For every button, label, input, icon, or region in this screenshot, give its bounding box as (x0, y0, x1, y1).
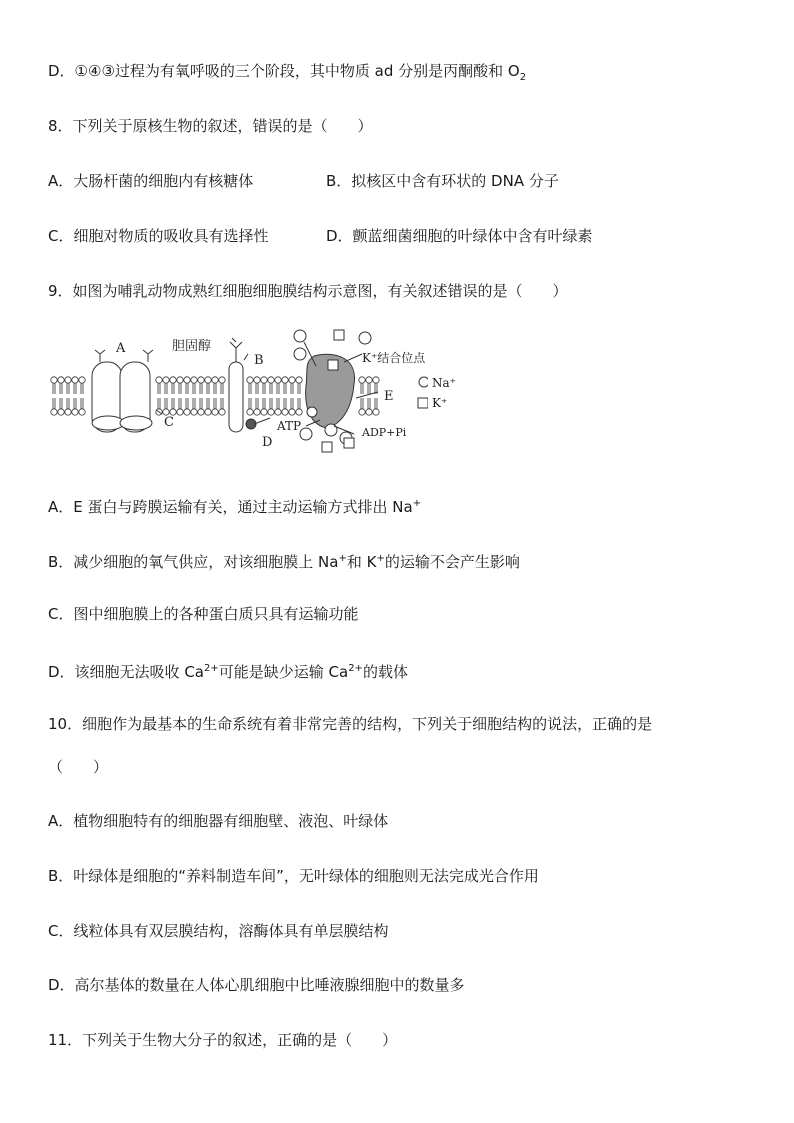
legend-na-icon (419, 377, 428, 387)
q8-option-a: A．大肠杆菌的细胞内有核糖体 (48, 172, 254, 190)
label-a: A (116, 341, 126, 356)
label-k-binding-site: K⁺结合位点 (362, 351, 426, 365)
q9-option-d: D．该细胞无法吸收 $Ca^{2+}$可能是缺少运输 $Ca^{2+}$的载体 (48, 663, 408, 681)
legend-k-icon (418, 398, 428, 408)
label-d: D (262, 435, 273, 450)
q10-answer-paren: （ ） (48, 758, 109, 776)
q8-option-b: B．拟核区中含有环状的 DNA 分子 (326, 172, 559, 190)
cell-membrane-diagram (48, 326, 428, 460)
q10-option-c: C．线粒体具有双层膜结构，溶酶体具有单层膜结构 (48, 922, 389, 940)
protein-b (229, 338, 243, 432)
q8-stem: 8．下列关于原核生物的叙述，错误的是（ ） (48, 117, 373, 135)
label-adp-pi: ADP+Pi (362, 426, 407, 439)
q9-option-b: B．减少细胞的氧气供应，对该细胞膜上 Na+和 K+的运输不会产生影响 (48, 553, 520, 571)
label-atp: ATP (277, 419, 302, 433)
q9-stem: 9．如图为哺乳动物成熟红细胞细胞膜结构示意图，有关叙述错误的是（ ） (48, 282, 568, 300)
q10-option-d: D．高尔基体的数量在人体心肌细胞中比唾液腺细胞中的数量多 (48, 976, 465, 994)
legend-k-label: K⁺ (432, 396, 448, 410)
q7-option-d: D．①④③过程为有氧呼吸的三个阶段，其中物质 ad 分别是丙酮酸和 $O_2$ (48, 62, 527, 83)
q8-option-d: D．颤蓝细菌细胞的叶绿体中含有叶绿素 (326, 227, 593, 245)
label-c: C (164, 415, 174, 430)
label-b: B (254, 353, 264, 368)
q11-stem: 11．下列关于生物大分子的叙述，正确的是（ ） (48, 1031, 398, 1049)
q10-stem: 10．细胞作为最基本的生命系统有着非常完善的结构，下列关于细胞结构的说法，正确的是 (48, 715, 653, 733)
legend-na-label: Na⁺ (432, 376, 456, 390)
q10-option-a: A．植物细胞特有的细胞器有细胞壁、液泡、叶绿体 (48, 812, 389, 830)
q8-option-c: C．细胞对物质的吸收具有选择性 (48, 227, 269, 245)
label-cholesterol: 胆固醇 (172, 339, 212, 354)
q9-option-c: C．图中细胞膜上的各种蛋白质只具有运输功能 (48, 605, 359, 623)
label-e: E (384, 389, 394, 404)
q10-option-b: B．叶绿体是细胞的“养料制造车间”，无叶绿体的细胞则无法完成光合作用 (48, 867, 539, 885)
q9-option-a: A．E 蛋白与跨膜运输有关，通过主动运输方式排出 Na+ (48, 498, 422, 516)
